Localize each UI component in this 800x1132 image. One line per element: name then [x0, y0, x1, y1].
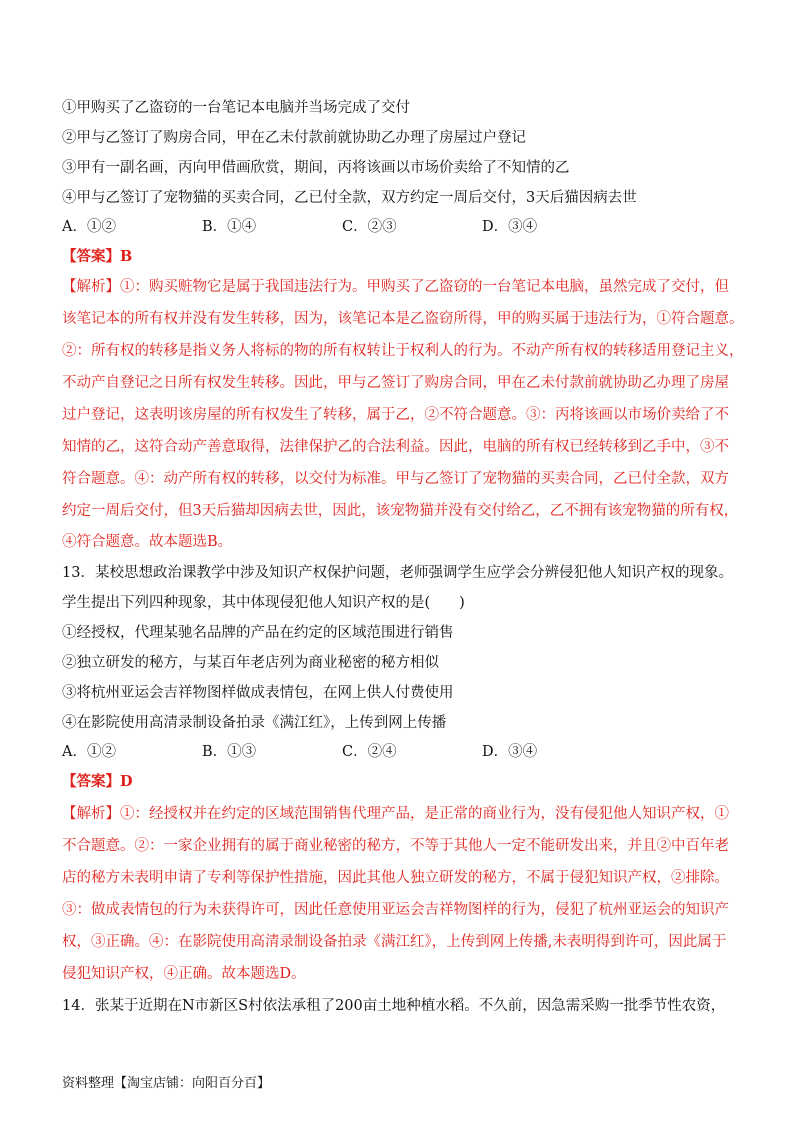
q12-item-2: ②甲与乙签订了购房合同，甲在乙未付款前就协助乙办理了房屋过户登记 [62, 130, 526, 146]
q12-item-4: ④甲与乙签订了宠物猫的买卖合同，乙已付全款，双方约定一周后交付，3天后猫因病去世 [62, 190, 637, 206]
q13-item-3: ③将杭州亚运会吉祥物图样做成表情包，在网上供人付费使用 [62, 685, 454, 701]
q12-analysis-line-1: 【解析】①：购买赃物它是属于我国违法行为。甲购买了乙盗窃的一台笔记本电脑，虽然完成了交付，但 [62, 279, 729, 295]
q13-item-1: ①经授权，代理某驰名品牌的产品在约定的区域范围进行销售 [62, 625, 454, 641]
q12-option-a: A．①② [62, 219, 116, 235]
q12-item-1: ①甲购买了乙盗窃的一台笔记本电脑并当场完成了交付 [62, 100, 410, 116]
q13-option-a: A．①② [62, 744, 116, 760]
q13-analysis-line-4: ③：做成表情包的行为未获得许可，因此任意使用亚运会吉祥物图样的行为，侵犯了杭州亚运会的知识产 [62, 902, 729, 918]
page-footer: 资料整理【淘宝店铺：向阳百分百】 [62, 1076, 271, 1091]
q13-analysis-line-5: 权，③正确。④：在影院使用高清录制设备拍录《满江红》，上传到网上传播,未表明得到许可，因此属于 [62, 934, 727, 950]
q13-analysis-line-1: 【解析】①：经授权并在约定的区域范围销售代理产品，是正常的商业行为，没有侵犯他人知识产权，① [62, 806, 729, 822]
q13-options [62, 742, 752, 762]
q12-analysis-line-8: 约定一周后交付，但3天后猫却因病去世，因此，该宠物猫并没有交付给乙，乙不拥有该宠物猫的所有权， [62, 503, 739, 519]
q13-answer: 【答案】D [62, 773, 133, 790]
q12-analysis-line-7: 符合题意。④：动产所有权的转移，以交付为标准。甲与乙签订了宠物猫的买卖合同，乙已付全款，双方 [62, 471, 729, 487]
q13-analysis-line-2: 不合题意。②：一家企业拥有的属于商业秘密的秘方，不等于其他人一定不能研发出来，并且②中百年老 [62, 838, 729, 854]
q12-item-3: ③甲有一副名画，丙向甲借画欣赏，期间，丙将该画以市场价卖给了不知情的乙 [62, 160, 570, 176]
q12-analysis-line-2: 该笔记本的所有权并没有发生转移，因为，该笔记本是乙盗窃所得，甲的购买属于违法行为，①符合题意。 [62, 311, 744, 327]
q12-analysis-line-4: 不动产自登记之日所有权发生转移。因此，甲与乙签订了购房合同，甲在乙未付款前就协助乙办理了房屋 [62, 375, 729, 391]
q13-item-2: ②独立研发的秘方，与某百年老店列为商业秘密的秘方相似 [62, 655, 439, 671]
q14-stem: 14．张某于近期在N市新区S村依法承租了200亩土地种植水稻。不久前，因急需采购一批季节性农资， [62, 998, 726, 1014]
q12-analysis-line-3: ②：所有权的转移是指义务人将标的物的所有权转让于权利人的行为。不动产所有权的转移适用登记主义， [62, 343, 744, 359]
q13-option-d: D．③④ [482, 744, 538, 760]
q12-analysis-line-5: 过户登记，这表明该房屋的所有权发生了转移，属于乙，②不符合题意。③：丙将该画以市场价卖给了不 [62, 407, 729, 423]
q13-option-c: C．②④ [342, 744, 397, 760]
q13-stem-line-1: 13．某校思想政治课教学中涉及知识产权保护问题，老师强调学生应学会分辨侵犯他人知识产权的现象。 [62, 565, 733, 581]
q12-option-c: C．②③ [342, 219, 397, 235]
q12-options [62, 217, 752, 237]
q13-analysis-line-6: 侵犯知识产权，④正确。故本题选D。 [62, 966, 306, 982]
q12-analysis-line-9: ④符合题意。故本题选B。 [62, 534, 233, 550]
q13-stem-line-2: 学生提出下列四种现象，其中体现侵犯他人知识产权的是( ) [62, 595, 465, 611]
q12-analysis-line-6: 知情的乙，这符合动产善意取得，法律保护乙的合法利益。因此，电脑的所有权已经转移到乙手中，③不 [62, 439, 729, 455]
q13-analysis-line-3: 店的秘方未表明申请了专利等保护性措施，因此其他人独立研发的秘方，不属于侵犯知识产权，②排除。 [62, 870, 729, 886]
q12-answer: 【答案】B [62, 248, 133, 265]
q13-option-b: B．①③ [202, 744, 257, 760]
q13-item-4: ④在影院使用高清录制设备拍录《满江红》，上传到网上传播 [62, 715, 447, 731]
q12-option-b: B．①④ [202, 219, 257, 235]
q12-option-d: D．③④ [482, 219, 538, 235]
